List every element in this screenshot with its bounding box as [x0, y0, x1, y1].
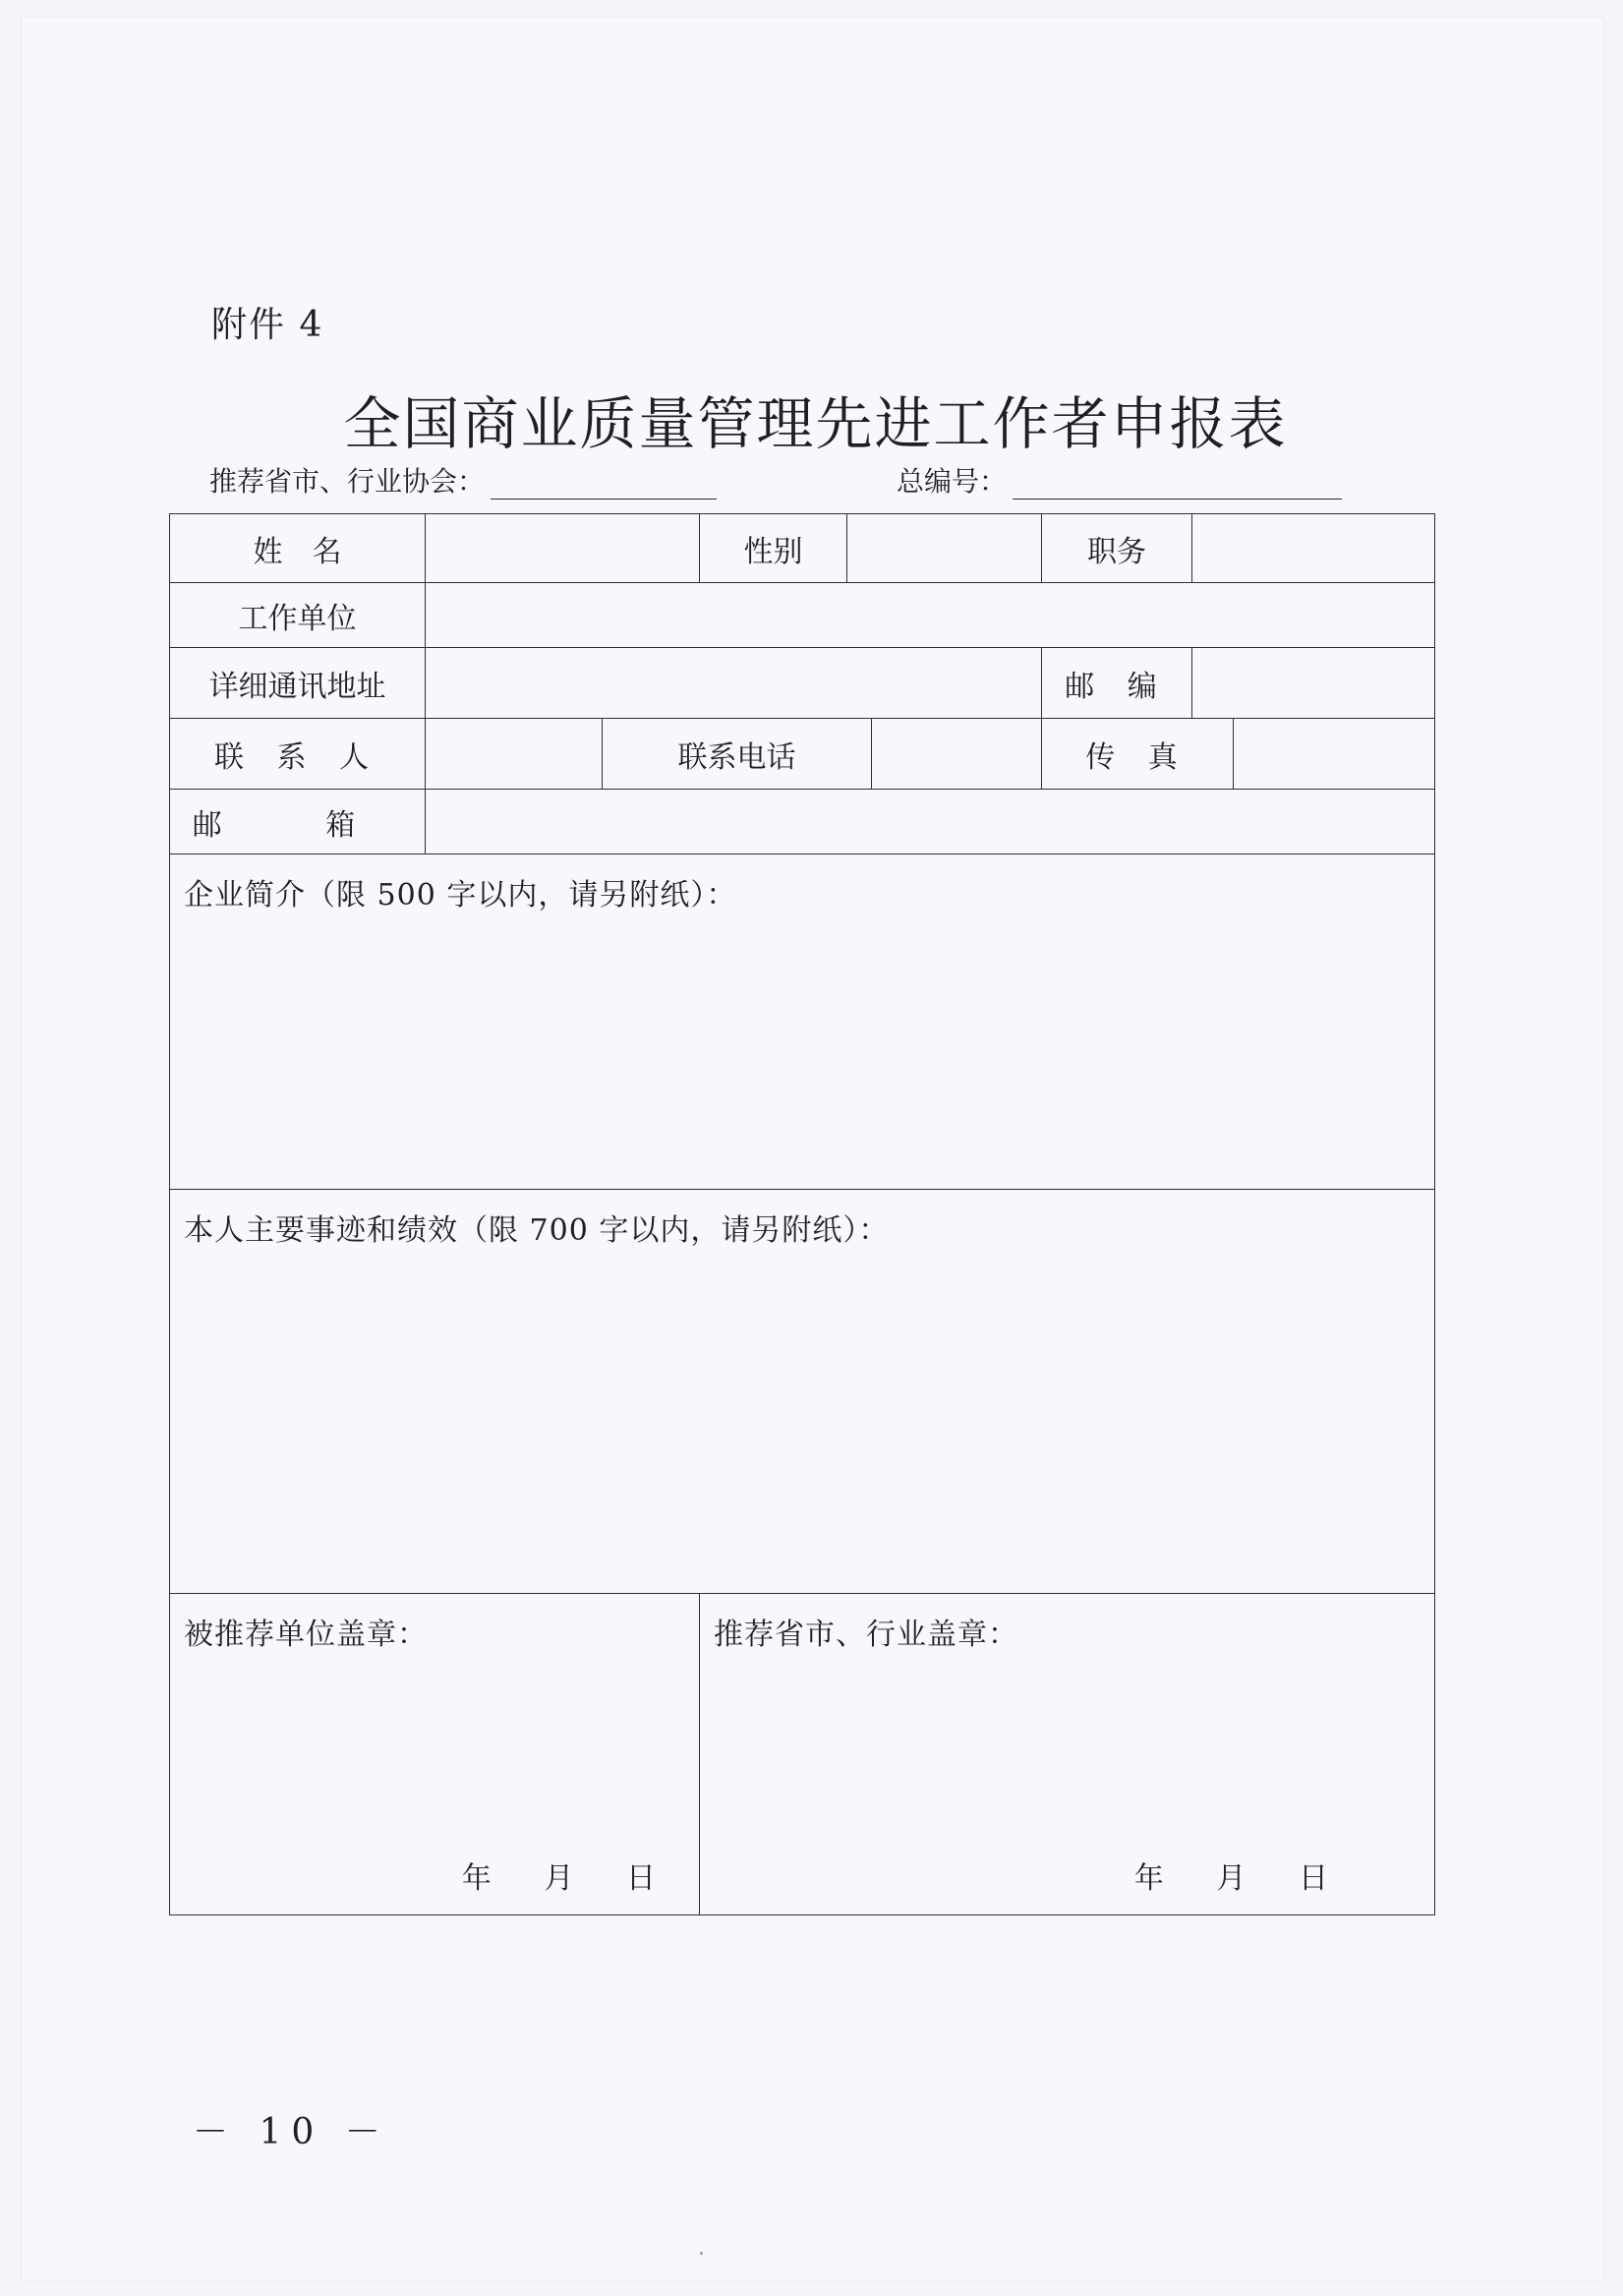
recommender-label: 推荐省市、行业协会： — [209, 465, 486, 498]
company-intro-area[interactable] — [170, 854, 1435, 1190]
contact-input[interactable] — [426, 719, 603, 790]
recommender-seal-date: 年 月 日 — [1133, 1861, 1330, 1896]
row-name — [170, 514, 1435, 583]
gender-input[interactable] — [847, 514, 1042, 583]
phone-input[interactable] — [872, 719, 1042, 790]
row-address — [170, 648, 1435, 719]
serial-line — [897, 460, 1342, 500]
postcode-label: 邮 编 — [1042, 648, 1192, 719]
employer-input[interactable] — [426, 583, 1435, 648]
nominee-seal-label: 被推荐单位盖章： — [184, 1618, 428, 1652]
email-input[interactable] — [426, 790, 1435, 854]
row-signatures — [170, 1594, 1435, 1915]
row-contact — [170, 719, 1435, 790]
phone-label: 联系电话 — [603, 719, 872, 790]
application-form-table — [169, 513, 1435, 1915]
nominee-seal-date: 年 月 日 — [461, 1861, 658, 1896]
scan-speck — [700, 2252, 703, 2255]
fax-label: 传 真 — [1042, 719, 1234, 790]
company-intro-label: 企业简介（限 500 字以内，请另附纸）： — [184, 878, 737, 913]
position-input[interactable] — [1192, 514, 1435, 583]
row-email — [170, 790, 1435, 854]
page-number: － 10 － — [193, 2112, 390, 2152]
fax-input[interactable] — [1234, 719, 1435, 790]
nominee-seal-area[interactable] — [170, 1594, 700, 1915]
position-label: 职务 — [1042, 514, 1192, 583]
recommender-seal-label: 推荐省市、行业盖章： — [714, 1618, 1018, 1652]
postcode-input[interactable] — [1192, 648, 1435, 719]
achievements-label: 本人主要事迹和绩效（限 700 字以内，请另附纸）： — [184, 1213, 890, 1248]
contact-label: 联 系 人 — [170, 719, 426, 790]
row-employer — [170, 583, 1435, 648]
employer-label: 工作单位 — [170, 583, 426, 648]
row-achievements — [170, 1190, 1435, 1594]
recommender-line — [209, 460, 717, 500]
name-input[interactable] — [426, 514, 700, 583]
gender-label: 性别 — [700, 514, 847, 583]
serial-label: 总编号： — [897, 465, 1008, 498]
recommender-seal-area[interactable] — [700, 1594, 1435, 1915]
serial-blank[interactable] — [1013, 469, 1342, 500]
achievements-area[interactable] — [170, 1190, 1435, 1594]
attachment-label: 附件 4 — [211, 305, 324, 345]
form-title: 全国商业质量管理先进工作者申报表 — [343, 390, 1288, 457]
email-label: 邮 箱 — [170, 790, 426, 854]
address-input[interactable] — [426, 648, 1042, 719]
address-label: 详细通讯地址 — [170, 648, 426, 719]
row-company-intro — [170, 854, 1435, 1190]
recommender-blank[interactable] — [491, 469, 717, 500]
name-label: 姓 名 — [170, 514, 426, 583]
